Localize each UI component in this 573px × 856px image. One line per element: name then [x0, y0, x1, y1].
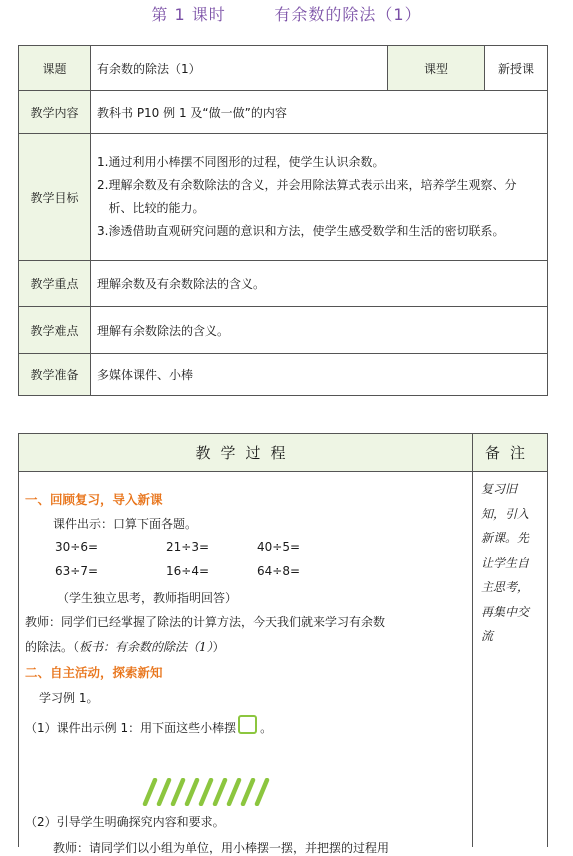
calc-item: 64÷8= — [257, 564, 301, 578]
calc-item: 40÷5= — [257, 540, 301, 554]
type-value: 新授课 — [485, 46, 548, 91]
student-think-note: （学生独立思考，教师指明回答） — [57, 591, 238, 605]
key-point-label: 教学重点 — [19, 261, 91, 307]
difficulty-row — [19, 307, 548, 354]
teacher-speech: 教师：同学们已经掌握了除法的计算方法，今天我们就来学习有余数 — [25, 615, 386, 629]
notes-header: 备注 — [473, 434, 548, 472]
goals-label: 教学目标 — [19, 134, 91, 261]
stick-icon — [159, 780, 169, 804]
teacher-instruction: 教师：请同学们以小组为单位，用小棒摆一摆，并把摆的过程用 — [53, 841, 390, 855]
stick-icon — [215, 780, 225, 804]
stick-icon — [243, 780, 253, 804]
preparation-value: 多媒体课件、小棒 — [91, 354, 548, 396]
topic-value: 有余数的除法（1） — [91, 46, 388, 91]
calc-item: 63÷7= — [55, 564, 99, 578]
calc-item: 16÷4= — [166, 564, 210, 578]
preparation-row — [19, 354, 548, 396]
section-heading-review: 一、回顾复习，导入新课 — [25, 492, 163, 507]
notes-column — [473, 472, 548, 848]
stick-icon — [145, 780, 155, 804]
calc-item: 30÷6= — [55, 540, 99, 554]
key-point-value: 理解余数及有余数除法的含义。 — [91, 261, 548, 307]
topic-row — [19, 46, 548, 91]
sticks-illustration — [141, 778, 271, 806]
goal-item: 3. 渗透借助直观研究问题的意识和方法，使学生感受数学和生活的密切联系。 — [97, 224, 505, 238]
section-heading-explore: 二、自主活动，探索新知 — [25, 665, 163, 680]
content-value: 教科书 P10 例 1 及“做一做”的内容 — [91, 91, 548, 134]
difficulty-label: 教学难点 — [19, 307, 91, 354]
stick-icon — [229, 780, 239, 804]
content-label: 教学内容 — [19, 91, 91, 134]
process-header: 教学过程 — [19, 434, 473, 472]
stick-icon — [173, 780, 183, 804]
preparation-label: 教学准备 — [19, 354, 91, 396]
process-content — [19, 472, 473, 855]
content-row — [19, 91, 548, 134]
square-shape-icon — [238, 715, 257, 734]
key-point-row — [19, 261, 548, 307]
stick-icon — [201, 780, 211, 804]
difficulty-value: 理解有余数除法的含义。 — [91, 307, 548, 354]
learn-example-label: 学习例 1。 — [39, 691, 99, 705]
goal-item: 2. 理解余数及有余数除法的含义，并会用除法算式表示出来，培养学生观察、分析、比较的能力。 — [97, 178, 517, 215]
blackboard-note: 板书：有余数的除法（1） — [79, 640, 213, 654]
calc-item: 21÷3= — [166, 540, 210, 554]
lesson-info-table — [18, 45, 548, 396]
page-title: 第 1 课时 有余数的除法（1） — [151, 5, 422, 24]
stick-icon — [187, 780, 197, 804]
goals-list — [91, 134, 548, 261]
courseware-intro: 课件出示：口算下面各题。 — [53, 517, 198, 531]
stick-icon — [257, 780, 267, 804]
step-two: （2）引导学生明确探究内容和要求。 — [25, 815, 225, 829]
goal-item: 1. 通过利用小棒摆不同图形的过程，使学生认识余数。 — [97, 155, 385, 169]
notes-text: 复习旧知，引入新课。先让学生自主思考，再集中交流 — [481, 482, 530, 643]
goals-row — [19, 134, 548, 261]
teacher-speech-continued: 的除法。（板书：有余数的除法（1）） — [25, 640, 225, 654]
type-label: 课型 — [388, 46, 485, 91]
topic-label: 课题 — [19, 46, 91, 91]
step-one: （1）课件出示例 1：用下面这些小棒摆 。 — [25, 715, 272, 736]
teaching-process-table — [18, 433, 548, 855]
